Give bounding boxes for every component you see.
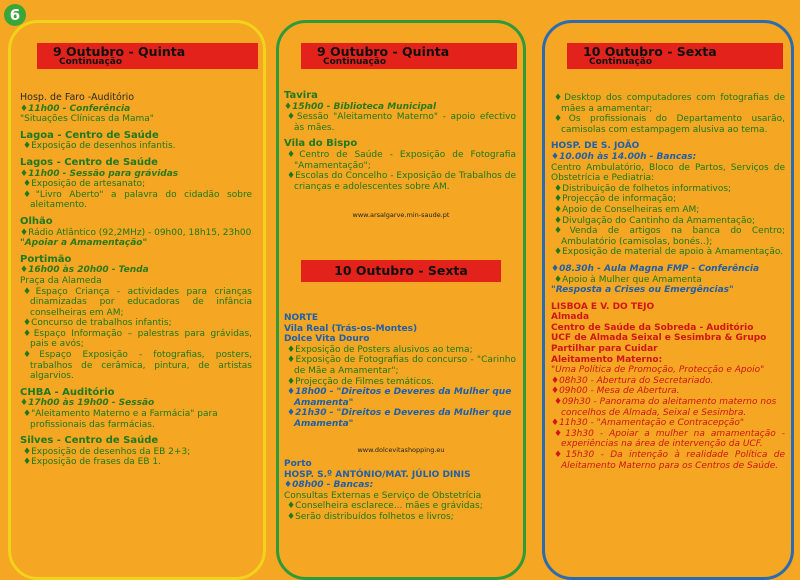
column-content (20, 93, 252, 468)
text-line: ♦Exposição de desenhos infantis. (23, 141, 176, 152)
text-line: ♦11h00 - Sessão para grávidas (20, 168, 179, 179)
column-content (551, 93, 785, 471)
text-line: ♦09h30 - Panorama do aleitamento materno nos concelhos de Almada, Seixal e Sesimbra. (554, 397, 777, 418)
text-line: Praça da Alameda (20, 275, 102, 286)
text-line: HOSP. DE S. JOÃO (551, 141, 640, 152)
text-line: ♦"Livro Aberto" a palavra do cidadão sobre aleitamento. (23, 189, 252, 211)
column-day-9-left (8, 20, 266, 580)
text-line: ♦"Aleitamento Materno e a Farmácia" para profissionais das farmácias. (23, 409, 218, 430)
text-line: ♦13h30 - Apoiar a mulher na amamentação - experiências na área de intervenção da UCF. (554, 428, 785, 450)
text-line: Dolce Vita Douro (284, 334, 370, 345)
text-line: ♦Projecção de Filmes temáticos. (287, 376, 435, 387)
text-line: ♦10.00h às 14.00h - Bancas: (551, 151, 697, 162)
text-line: ♦08h30 - Abertura do Secretariado. (551, 375, 714, 386)
text-line: ♦11h30 - "Amamentação e Contracepção" (551, 418, 745, 429)
text-line: ♦Centro de Saúde - Exposição de Fotografia "Amamentação"; (287, 149, 516, 171)
text-line: Almada (551, 312, 590, 323)
header-date: 10 Outubro - Sexta (583, 44, 717, 59)
header-continuation: Continuação (59, 57, 123, 67)
text-line: CHBA - Auditório (20, 386, 115, 398)
text-line: ♦Apoio de Conselheiras em AM; (554, 204, 700, 215)
text-line: ♦Escolas do Concelho - Exposição de Trabalhos de crianças e adolescentes sobre AM. (287, 171, 516, 192)
text-line: Olhão (20, 215, 53, 227)
text-line: ♦Espaço Exposição - fotografias, posters, trabalhos de cerâmica, pintura, de artistas algarvios. (23, 350, 252, 382)
text-line: Lagoa - Centro de Saúde (20, 129, 159, 141)
column-day-9-middle (276, 20, 526, 580)
text-line: ♦Exposição de artesanato; (23, 179, 146, 190)
text-line: ♦Rádio Atlântico (92,2MHz) - 09h00, 18h15, 23h00 (20, 227, 252, 238)
day-header (567, 43, 783, 69)
text-line: ♦08h00 - Bancas: (284, 480, 374, 491)
text-line: ♦18h00 - "Direitos e Deveres da Mulher que Amamenta" (287, 387, 512, 408)
text-line: ♦Distribuição de folhetos informativos; (554, 183, 732, 194)
text-line: Lagos - Centro de Saúde (20, 156, 158, 168)
header-date: 9 Outubro - Quinta (53, 44, 186, 59)
day-header (37, 43, 258, 69)
text-line: Aleitamento Materno: (551, 354, 663, 365)
text-line: ♦Exposição de material de apoio à Amamentação. (554, 247, 784, 258)
column-content (284, 313, 516, 430)
header-continuation: Continuação (323, 57, 387, 67)
text-line: Consultas Externas e Serviço de Obstetrícia (284, 490, 482, 501)
header-date: 9 Outubro - Quinta (317, 44, 450, 59)
text-line: ♦Sessão "Aleitamento Materno" - apoio efectivo às mães. (287, 112, 516, 133)
text-line: ♦Espaço Criança - actividades para crianças dinamizadas por educadoras de infância conselheiras em AM; (23, 286, 252, 318)
text-line: ♦17h00 às 19h00 - Sessão (20, 398, 155, 409)
text-line: ♦Concurso de trabalhos infantis; (23, 318, 172, 329)
text-line: ♦Exposição de Posters alusivos ao tema; (287, 344, 473, 355)
text-line: ♦Exposição de desenhos da EB 2+3; (23, 446, 191, 457)
text-line: ♦Venda de artigos na banca do Centro; Ambulatório (camisolas, bonés..); (554, 226, 785, 247)
header-continuation: Continuação (589, 57, 653, 67)
text-line: HOSP. S.º ANTÓNIO/MAT. JÚLIO DINIS (284, 469, 471, 480)
column-content (284, 91, 516, 192)
text-line: ♦Apoio à Mulher que Amamenta (554, 274, 702, 285)
text-line: Centro de Saúde da Sobreda - Auditório (551, 322, 754, 333)
text-line: NORTE (284, 313, 318, 323)
text-line: LISBOA E V. DO TEJO (551, 301, 655, 312)
text-line: "Uma Política de Promoção, Protecção e Apoio" (551, 365, 765, 376)
text-line: Centro Ambulatório, Bloco de Partos, Serviços de Obstetrícia e Pediatria: (551, 162, 785, 184)
text-line: ♦Os profissionais do Departamento usarão, camisolas com estampagem alusiva ao tema. (554, 114, 785, 135)
text-line: Vila Real (Trás-os-Montes) (284, 323, 418, 334)
text-line: "Situações Clínicas da Mama" (20, 114, 154, 125)
text-line: ♦15h00 - Biblioteca Municipal (284, 101, 437, 112)
text-line: ♦Projecção de informação; (554, 194, 676, 205)
text-line: ♦Conselheira esclarece... mães e grávidas; (287, 501, 483, 512)
text-line: ♦Desktop dos computadores com fotografias de mães a amamentar; (554, 93, 785, 114)
text-line: ♦Exposição de Fotografias do concurso - "Carinho de Mãe a Amamentar"; (287, 355, 516, 376)
text-line: ♦Espaço Informação – palestras para grávidas, pais e avós; (23, 328, 252, 350)
page-number-badge: 6 (4, 4, 26, 26)
text-line: ♦Exposição de frases da EB 1. (23, 457, 161, 468)
day-header (301, 43, 517, 69)
text-line: Porto (284, 459, 312, 469)
text-line: ♦11h00 - Conferência (20, 103, 131, 114)
text-line: ♦08.30h - Aula Magna FMP - Conferência (551, 263, 760, 274)
text-line: UCF de Almada Seixal e Sesimbra & Grupo Partilhar para Cuidar (551, 333, 767, 355)
text-line: Vila do Bispo (284, 138, 358, 150)
column-content (284, 459, 516, 523)
website-url[interactable]: www.dolcevitashopping.eu (357, 446, 445, 454)
text-line: ♦16h00 às 20h00 - Tenda (20, 265, 149, 276)
text-line: ♦09h00 - Mesa de Abertura. (551, 386, 680, 397)
text-line: Hosp. de Faro -Auditório (20, 92, 135, 103)
text-line: ♦15h30 - Da intenção à realidade Política de Aleitamento Materno para os Centros de Saúde. (554, 450, 785, 471)
text-line: Portimão (20, 253, 72, 265)
text-line: Tavira (284, 90, 318, 101)
text-line: ♦Divulgação do Cantinho da Amamentação; (554, 215, 756, 226)
text-line: ♦21h30 - "Direitos e Deveres da Mulher que Amamenta" (287, 408, 512, 429)
text-line: ♦Serão distribuídos folhetos e livros; (287, 511, 454, 522)
text-line: "Apoiar a Amamentação" (20, 238, 148, 249)
column-day-10-right (542, 20, 794, 580)
day-header-2: 10 Outubro - Sexta (301, 260, 501, 282)
text-line: "Resposta a Crises ou Emergências" (551, 285, 734, 296)
text-line: Silves - Centro de Saúde (20, 435, 159, 447)
website-url[interactable]: www.arsalgarve.min-saude.pt (352, 211, 450, 219)
